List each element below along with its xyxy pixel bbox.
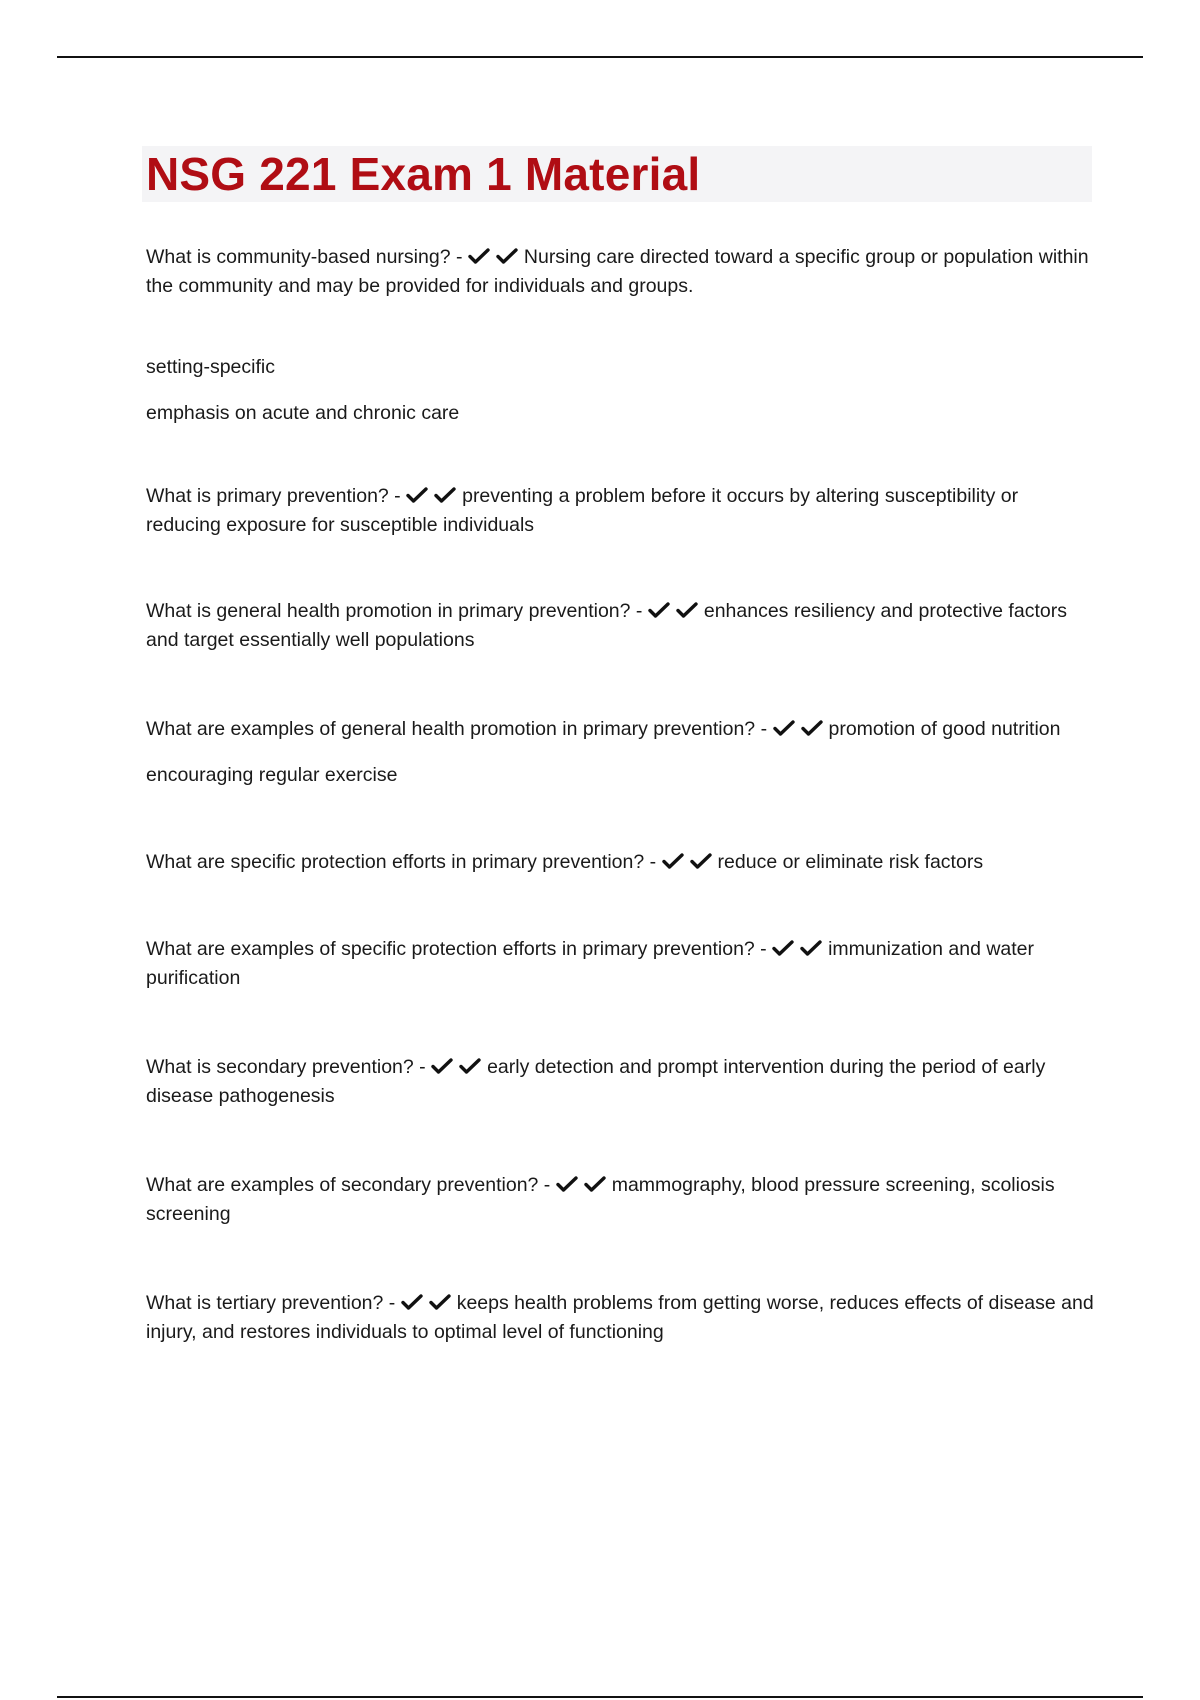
check-icon bbox=[431, 1058, 453, 1074]
qa-content bbox=[146, 243, 1096, 1347]
question-text: What are examples of general health promotion in primary prevention? - bbox=[146, 718, 768, 740]
answer-text: early detection and prompt intervention during the period of early disease pathogenesis bbox=[146, 1056, 1046, 1107]
answer-text: promotion of good nutrition bbox=[828, 718, 1061, 740]
qa-entry bbox=[146, 243, 1096, 301]
answer-text: preventing a problem before it occurs by altering susceptibility or reducing exposure for susceptible individuals bbox=[146, 485, 1019, 536]
check-icon bbox=[662, 853, 684, 869]
qa-text bbox=[146, 597, 1096, 655]
check-icon bbox=[401, 1294, 423, 1310]
check-icon bbox=[800, 940, 822, 956]
answer-text: Nursing care directed toward a specific group or population within the community and may be provided for individuals and groups. bbox=[146, 246, 1089, 297]
qa-text bbox=[146, 935, 1096, 993]
answer-text: keeps health problems from getting worse, reduces effects of disease and injury, and restores individuals to optimal level of functioning bbox=[146, 1292, 1094, 1343]
answer-line: emphasis on acute and chronic care bbox=[146, 402, 460, 424]
answer-text: enhances resiliency and protective factors and target essentially well populations bbox=[146, 600, 1067, 651]
question-text: What are examples of secondary prevention? - bbox=[146, 1174, 551, 1196]
check-icon bbox=[434, 487, 456, 503]
check-icon bbox=[676, 602, 698, 618]
question-text: What are specific protection efforts in primary prevention? - bbox=[146, 851, 657, 873]
answer-line: setting-specific bbox=[146, 356, 275, 378]
check-icon bbox=[773, 720, 795, 736]
qa-text bbox=[146, 482, 1096, 540]
question-text: What are examples of specific protection efforts in primary prevention? - bbox=[146, 938, 767, 960]
check-icon bbox=[468, 248, 490, 264]
check-icon bbox=[496, 248, 518, 264]
question-text: What is tertiary prevention? - bbox=[146, 1292, 396, 1314]
answer-text: reduce or eliminate risk factors bbox=[717, 851, 984, 873]
question-text: What is general health promotion in primary prevention? - bbox=[146, 600, 643, 622]
bottom-rule bbox=[57, 1696, 1143, 1698]
check-icon bbox=[801, 720, 823, 736]
answer-line: encouraging regular exercise bbox=[146, 764, 398, 786]
check-icon bbox=[648, 602, 670, 618]
question-text: What is primary prevention? - bbox=[146, 485, 401, 507]
check-icon bbox=[556, 1176, 578, 1192]
check-icon bbox=[690, 853, 712, 869]
check-icon bbox=[429, 1294, 451, 1310]
qa-text bbox=[146, 243, 1096, 301]
question-text: What is community-based nursing? - bbox=[146, 246, 463, 268]
qa-text bbox=[146, 1053, 1096, 1111]
answer-text: immunization and water purification bbox=[146, 938, 1035, 989]
qa-entry bbox=[146, 482, 1096, 540]
check-icon bbox=[406, 487, 428, 503]
qa-text bbox=[146, 1289, 1096, 1347]
qa-entry bbox=[146, 353, 1096, 428]
answer-text: mammography, blood pressure screening, scoliosis screening bbox=[146, 1174, 1055, 1225]
qa-entry bbox=[146, 715, 1096, 790]
top-rule bbox=[57, 56, 1143, 58]
qa-text bbox=[146, 715, 1096, 744]
qa-text bbox=[146, 1171, 1096, 1229]
qa-text bbox=[146, 848, 1096, 877]
page-title: NSG 221 Exam 1 Material bbox=[146, 148, 701, 200]
check-icon bbox=[459, 1058, 481, 1074]
qa-entry bbox=[146, 597, 1096, 655]
qa-entry bbox=[146, 935, 1096, 993]
check-icon bbox=[584, 1176, 606, 1192]
qa-entry bbox=[146, 1289, 1096, 1347]
check-icon bbox=[772, 940, 794, 956]
question-text: What is secondary prevention? - bbox=[146, 1056, 426, 1078]
qa-entry bbox=[146, 1171, 1096, 1229]
qa-entry bbox=[146, 848, 1096, 877]
qa-entry bbox=[146, 1053, 1096, 1111]
